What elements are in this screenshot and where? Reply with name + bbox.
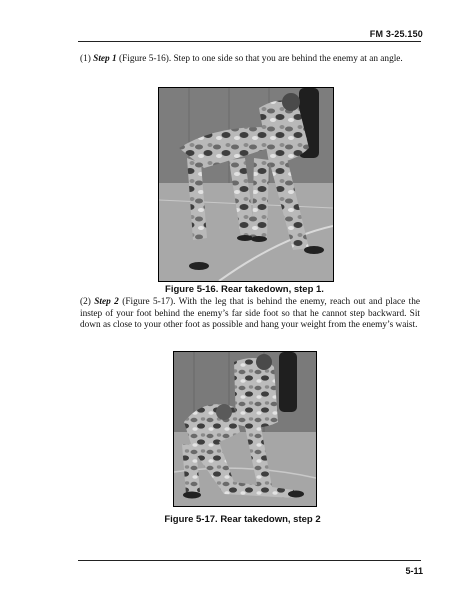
step-2-number: (2) bbox=[80, 297, 91, 307]
figure-5-16-caption: Figure 5-16. Rear takedown, step 1. bbox=[165, 284, 324, 295]
step-2-text: (Figure 5-17). With the leg that is behind the enemy, reach out and place the instep of your foot behind the enemy’s far side foot so that he cannot step backward. Sit down as close to your other foot as possible and hang your weight from the enemy’s waist. bbox=[80, 297, 421, 330]
figure-5-16-photo bbox=[158, 87, 334, 282]
document-code: FM 3-25.150 bbox=[369, 29, 423, 39]
page-number: 5-11 bbox=[405, 566, 423, 576]
figure-5-17-caption: Figure 5-17. Rear takedown, step 2 bbox=[164, 514, 321, 525]
step-1-text: (Figure 5-16). Step to one side so that you are behind the enemy at an angle. bbox=[119, 54, 403, 64]
footer-divider bbox=[78, 560, 421, 561]
step-1-paragraph bbox=[80, 54, 420, 66]
step-2-label: Step 2 bbox=[94, 297, 119, 307]
step-1-number: (1) bbox=[80, 54, 91, 64]
step-2-paragraph bbox=[80, 297, 420, 332]
header-divider bbox=[78, 41, 421, 42]
figure-5-17-photo bbox=[173, 351, 317, 507]
step-1-label: Step 1 bbox=[93, 54, 117, 64]
